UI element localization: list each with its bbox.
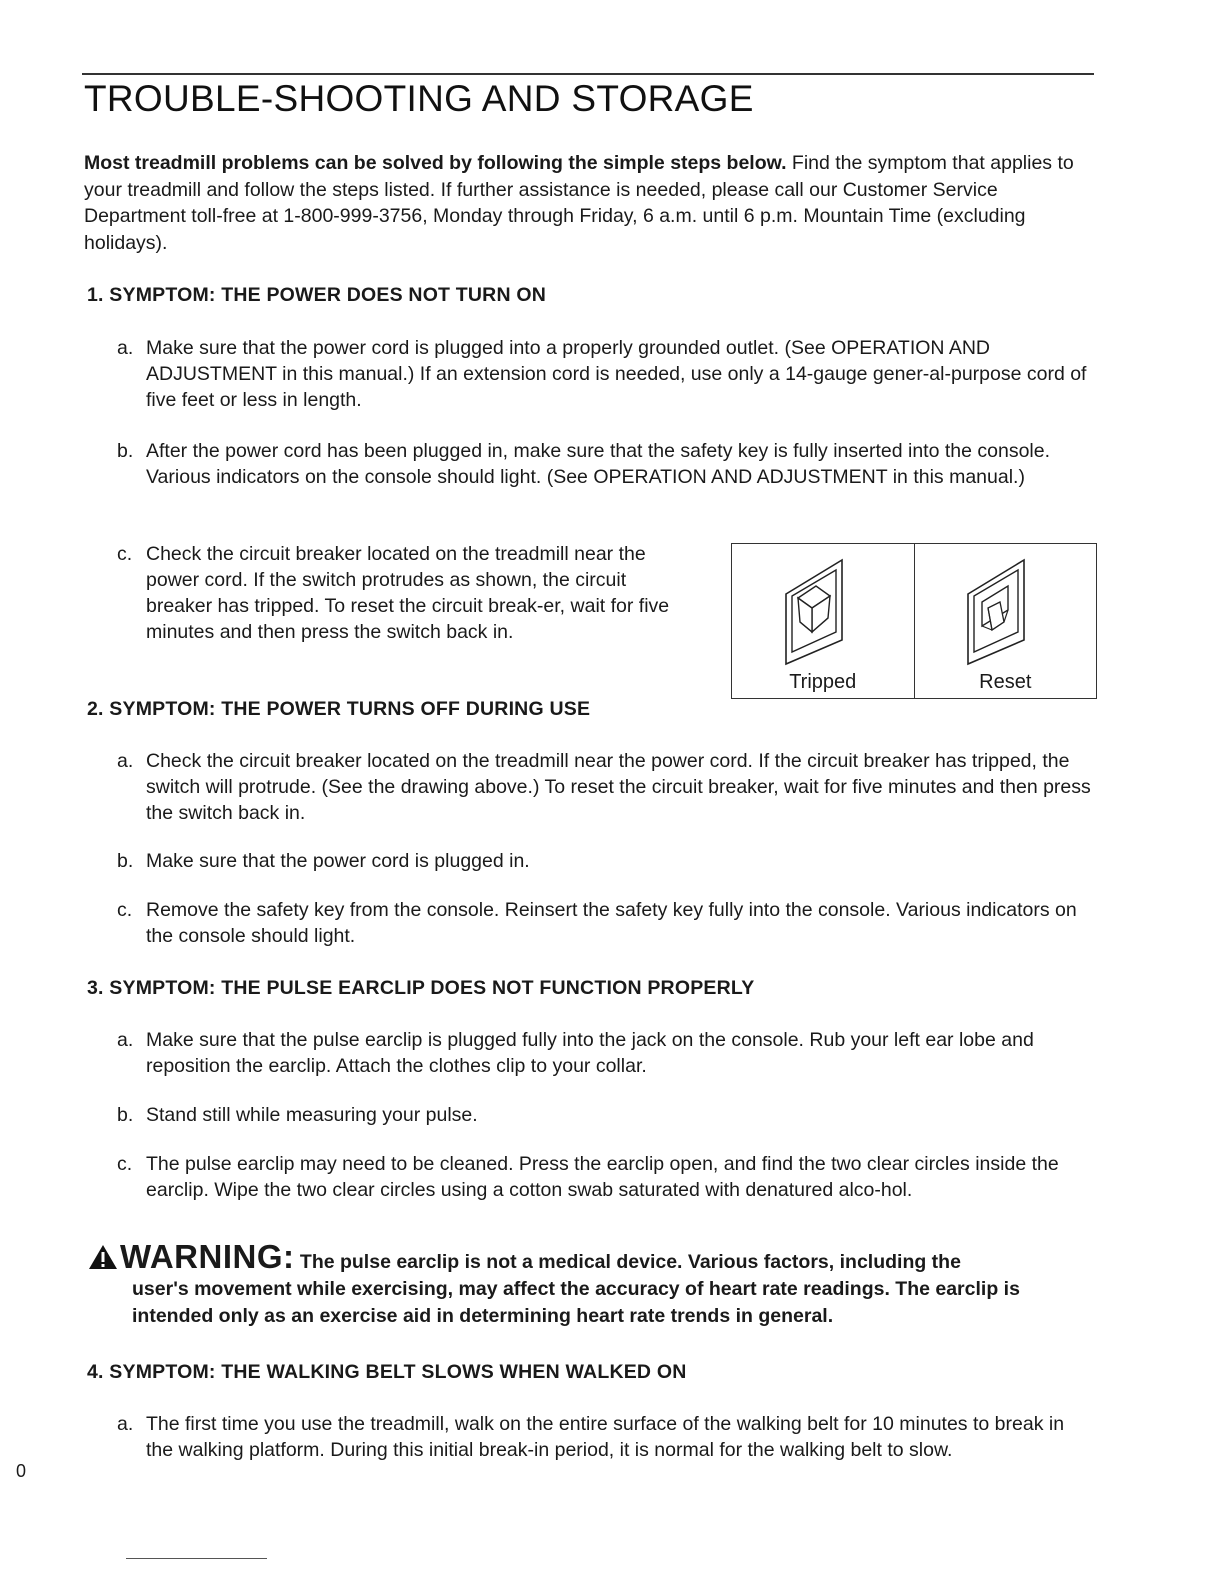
item-letter: b. <box>117 440 134 462</box>
page-number: 0 <box>16 1461 27 1481</box>
bottom-rule <box>126 1558 267 1559</box>
intro-bold: Most treadmill problems can be solved by following the simple steps below. <box>84 152 787 174</box>
reset-caption: Reset <box>979 671 1032 693</box>
item-text: Remove the safety key from the console. Reinsert the safety key fully into the console. Various indicators on the console should light. <box>146 899 1077 947</box>
symptom-2-item-b <box>117 848 1094 874</box>
symptom-2-item-c <box>117 897 1094 949</box>
item-text: Stand still while measuring your pulse. <box>146 1104 478 1126</box>
item-text: The pulse earclip may need to be cleaned. Press the earclip open, and find the two clear circles inside the earclip. Wipe the two clear circles using a cotton swab saturated with denatured alco-hol. <box>146 1153 1059 1201</box>
item-text: Check the circuit breaker located on the treadmill near the power cord. If the circuit breaker has tripped, the switch will protrude. (See the drawing above.) To reset the circuit breaker, wait for five minutes and then press the switch back in. <box>146 750 1091 824</box>
item-text: Make sure that the power cord is plugged into a properly grounded outlet. (See OPERATION AND ADJUSTMENT in this manual.) If an extension cord is needed, use only a 14-gauge gener-al-purpose cord of five feet or less in length. <box>146 337 1087 411</box>
warning-triangle-icon <box>88 1244 118 1270</box>
tripped-caption: Tripped <box>789 671 857 693</box>
warning-text-cont: user's movement while exercising, may affect the accuracy of heart rate readings. The earclip is intended only as an exercise aid in determining heart rate trends in general. <box>132 1278 1020 1327</box>
symptom-4-heading: 4. SYMPTOM: THE WALKING BELT SLOWS WHEN WALKED ON <box>87 1361 687 1383</box>
symptom-1-item-c <box>117 541 687 645</box>
symptom-1-heading: 1. SYMPTOM: THE POWER DOES NOT TURN ON <box>87 284 547 306</box>
item-letter: a. <box>117 337 134 359</box>
item-letter: b. <box>117 850 134 872</box>
item-letter: a. <box>117 750 134 772</box>
item-text: Make sure that the pulse earclip is plugged fully into the jack on the console. Rub your left ear lobe and reposition the earclip. Attach the clothes clip to your collar. <box>146 1029 1034 1077</box>
intro-paragraph <box>84 150 1094 256</box>
item-letter: a. <box>117 1413 134 1435</box>
reset-switch-icon <box>960 552 1050 668</box>
item-letter: c. <box>117 899 133 921</box>
item-text: After the power cord has been plugged in, make sure that the safety key is fully inserted into the console. Various indicators on the console should light. (See OPERATION AND ADJUSTMENT in this manual.) <box>146 440 1051 488</box>
warning-text-line1: The pulse earclip is not a medical device. Various factors, including the <box>294 1251 961 1273</box>
item-text: Make sure that the power cord is plugged in. <box>146 850 530 872</box>
page-title: TROUBLE-SHOOTING AND STORAGE <box>84 78 754 119</box>
symptom-4-item-a <box>117 1411 1094 1463</box>
tripped-panel <box>732 544 914 698</box>
item-text: The first time you use the treadmill, walk on the entire surface of the walking belt for 10 minutes to break in the walking platform. During this initial break-in period, it is normal for the walking belt to slow. <box>146 1413 1065 1461</box>
circuit-breaker-figure <box>731 543 1097 699</box>
symptom-3-heading: 3. SYMPTOM: THE PULSE EARCLIP DOES NOT FUNCTION PROPERLY <box>87 977 755 999</box>
item-letter: b. <box>117 1104 134 1126</box>
tripped-switch-icon <box>778 552 868 668</box>
item-letter: a. <box>117 1029 134 1051</box>
intro-text: Find the symptom that applies to your treadmill and follow the steps listed. If further assistance is needed, please call our Customer Service Department toll-free at 1-800-999-3756, Monday through Friday, 6 a.m. until 6 p.m. Mountain Time (excluding holidays). <box>84 152 1074 254</box>
symptom-2-item-a <box>117 748 1094 826</box>
warning-label: WARNING: <box>120 1238 295 1275</box>
symptom-1-item-b <box>117 438 1094 490</box>
warning-block <box>88 1238 1098 1330</box>
symptom-3-item-b <box>117 1102 1094 1128</box>
symptom-3-item-a <box>117 1027 1094 1079</box>
item-text: Check the circuit breaker located on the treadmill near the power cord. If the switch protrudes as shown, the circuit breaker has tripped. To reset the circuit break-er, wait for five minutes and then press the switch back in. <box>146 543 670 643</box>
symptom-2-heading: 2. SYMPTOM: THE POWER TURNS OFF DURING USE <box>87 698 591 720</box>
item-letter: c. <box>117 543 133 565</box>
reset-panel <box>914 544 1097 698</box>
top-rule <box>82 73 1094 75</box>
symptom-1-item-a <box>117 335 1094 413</box>
item-letter: c. <box>117 1153 133 1175</box>
symptom-3-item-c <box>117 1151 1094 1203</box>
